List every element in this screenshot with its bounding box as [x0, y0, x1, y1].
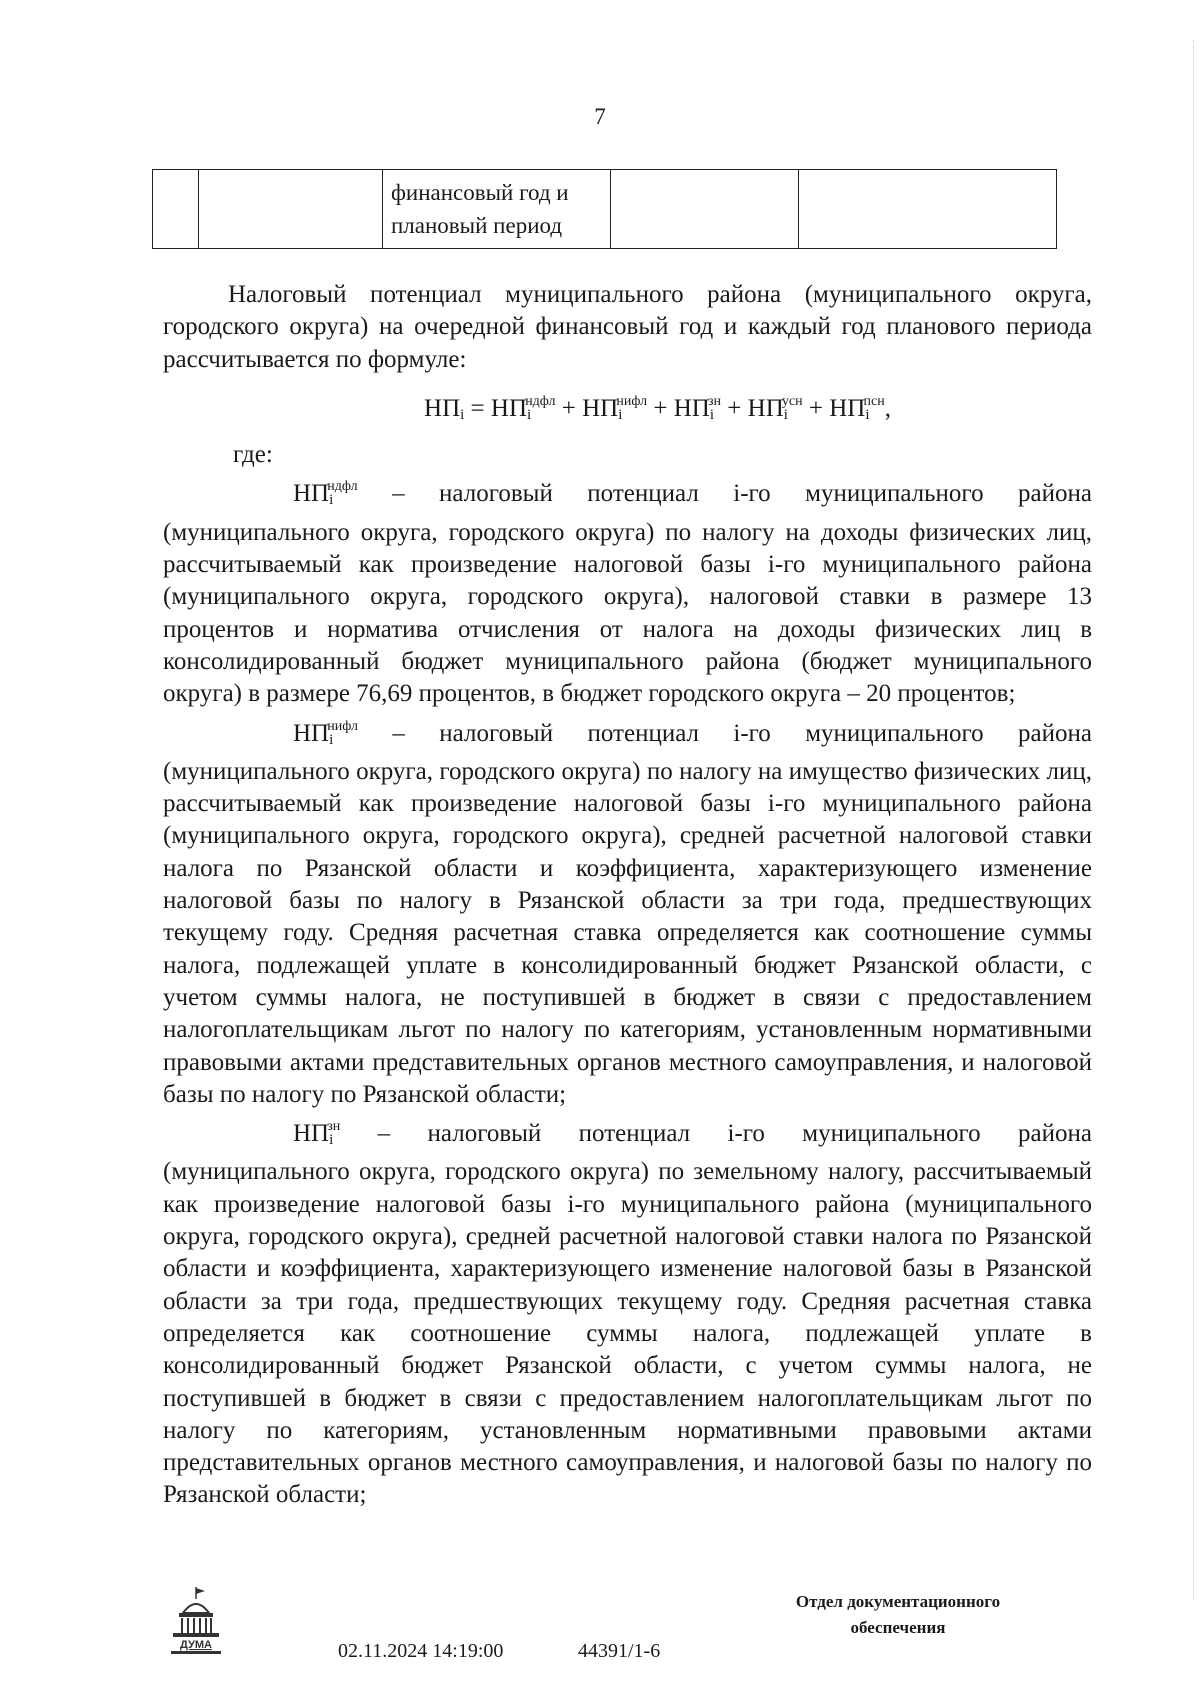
seal-text: ДУМА	[180, 1639, 212, 1651]
table-cell	[199, 170, 383, 249]
registration-number: 44391/1-6	[578, 1640, 661, 1662]
page-number: 7	[594, 104, 606, 129]
table-cell	[799, 170, 1057, 249]
term-np-zn: $НП_i^{зн}$	[293, 1119, 341, 1149]
continuation-table	[152, 169, 1057, 249]
table-cell	[153, 170, 199, 249]
document-body	[163, 279, 1092, 1512]
zn-definition: $НП_i^{зн}$ – налоговый потенциал i-го муниципального района (муниципального округа, городского округа) по земельному налогу, рассчитываемый как произведение налоговой базы i-го муниципального района (муниципального округа, городского округа), средней расчетной налоговой ставки налога по Рязанской области и коэффициента, характеризующего изменение налоговой базы в Рязанской области за три года, предшествующих текущему году. Средняя расчетная ставка определяется как соотношение суммы налога, подлежащей уплате в консолидированный бюджет Рязанской области, с учетом суммы налога, не поступившей в бюджет в связи с предоставлением налогоплательщикам льгот по налогу по категориям, установленным нормативными правовыми актами представительных органов местного самоуправления, и налоговой базы по налогу по Рязанской области;	[163, 1111, 1092, 1512]
where-label: где:	[233, 441, 273, 469]
formula-term-ndfl: $НП_i^{ндфл}$	[490, 393, 556, 423]
table-row	[153, 170, 1057, 249]
nifl-definition: $НП_i^{нифл}$ – налоговый потенциал i-го муниципального района (муниципального округа, городского округа) по налогу на имущество физических лиц, рассчитываемый как произведение налоговой базы i-го муниципального района (муниципального округа, городского округа), средней расчетной налоговой ставки налога по Рязанской области и коэффициента, характеризующего изменение налоговой базы по налогу в Рязанской области за три года, предшествующих текущему году. Средняя расчетная ставка определяется как соотношение суммы налога, подлежащей уплате в консолидированный бюджет Рязанской области, с учетом суммы налога, не поступившей в бюджет в связи с предоставлением налогоплательщикам льгот по налогу по категориям, установленным нормативными правовыми актами представительных органов местного самоуправления, и налоговой базы по налогу по Рязанской области;	[163, 711, 1092, 1112]
department-line-2: обеспечения	[850, 1618, 946, 1637]
term-np-ndfl: $НП_i^{ндфл}$	[293, 479, 358, 509]
formula-term-psn: $НП_i^{псн}$	[829, 393, 885, 423]
formula-term-zn: $НП_i^{зн}$	[673, 393, 722, 423]
formula-term-nifl: $НП_i^{нифл}$	[582, 393, 648, 423]
formula-term-usn: $НП_i^{усн}$	[747, 393, 803, 423]
duma-seal-icon	[165, 1585, 227, 1657]
department-stamp	[748, 1589, 1048, 1641]
department-line-1: Отдел документационного	[795, 1592, 1001, 1611]
ndfl-definition: $НП_i^{ндфл}$ – налоговый потенциал i-го муниципального района (муниципального округа, городского округа) по налогу на доходы физических лиц, рассчитываемый как произведение налоговой базы i-го муниципального района (муниципального округа, городского округа), налоговой ставки в размере 13 процентов и норматива отчисления от налога на доходы физических лиц в консолидированный бюджет муниципального района (бюджет муниципального округа) в размере 76,69 процентов, в бюджет городского округа – 20 процентов;	[163, 471, 1092, 710]
formula-term-total: $НП_i$	[424, 394, 465, 423]
scan-edge-marks	[1189, 40, 1194, 1600]
term-np-nifl: $НП_i^{нифл}$	[293, 718, 358, 748]
table-cell	[611, 170, 799, 249]
tax-potential-formula: $НП_i = НП_i^{ндфл} + НП_i^{нифл} + НП_i^{зн} + НП_i^{усн} + НП_i^{псн}$,	[163, 386, 1092, 431]
table-cell: финансовый год и плановый период	[383, 170, 611, 249]
intro-paragraph: Налоговый потенциал муниципального района (муниципального округа, городского округа) на очередной финансовый год и каждый год планового периода рассчитывается по формуле:	[163, 281, 1092, 373]
registration-datetime: 02.11.2024 14:19:00	[338, 1640, 504, 1662]
